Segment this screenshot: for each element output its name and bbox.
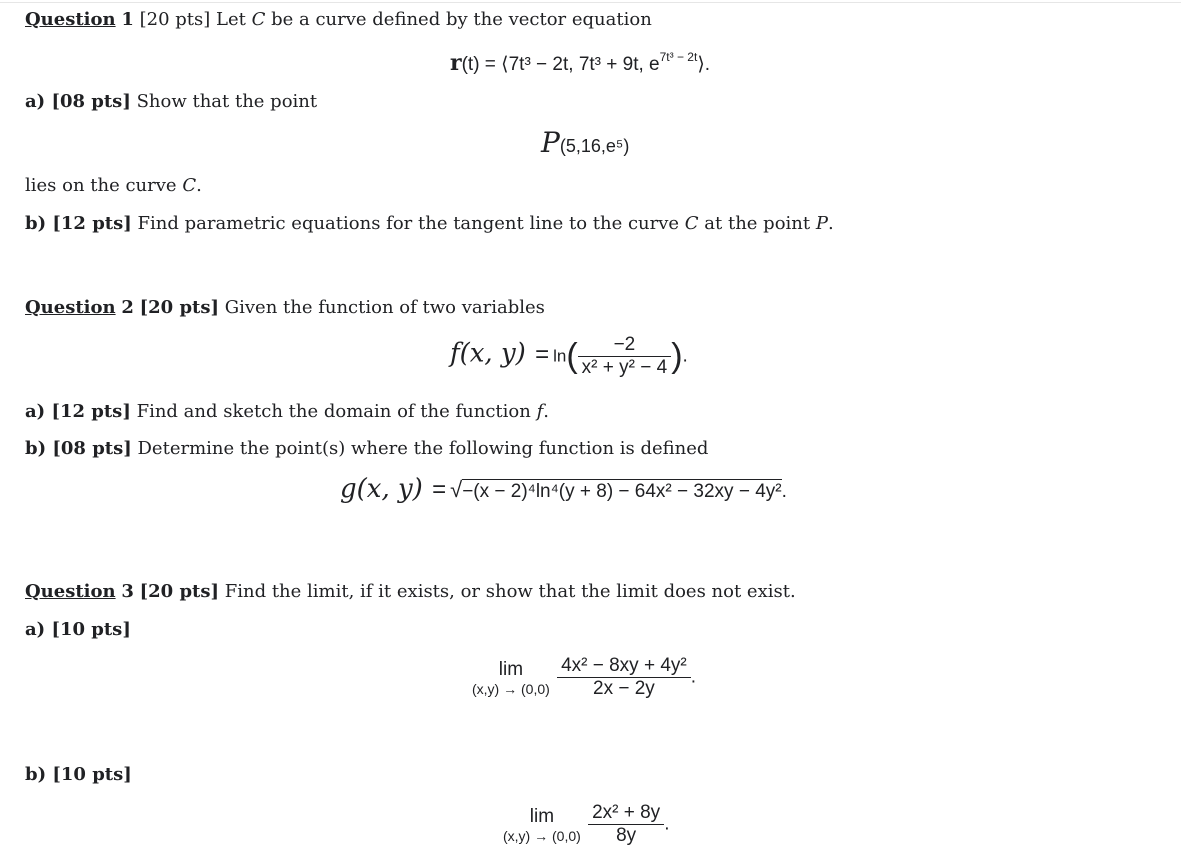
q2-function-f: f(x, y) = ln( $\frac{-2}{\text{x² + y² − 4}}$ ). <box>450 334 688 378</box>
q1-lies-line <box>25 175 202 197</box>
q1a-text: Show that the point <box>136 91 318 112</box>
q3a-denominator: 2x − 2y <box>557 677 691 700</box>
q2-number: 2 <box>121 297 134 318</box>
q1-tail: be a curve defined by the vector equation <box>271 9 652 30</box>
q1-lead: Let <box>216 9 246 30</box>
q2a-end: . <box>543 401 549 422</box>
q3a-label: a) [10 pts] <box>25 619 131 640</box>
q2b-line <box>25 438 708 460</box>
q3a-numerator: 4x² − 8xy + 4y² <box>561 655 687 676</box>
q1b-end: . <box>828 213 834 234</box>
q1b-at: at the point <box>704 213 811 234</box>
q2-f-ln: ln <box>553 346 567 366</box>
q2b-label: b) [08 pts] <box>25 438 132 459</box>
q1a-line <box>25 91 317 113</box>
q1-label: Question <box>25 9 116 30</box>
q3-lead: Find the limit, if it exists, or show that the limit does not exist. <box>224 581 796 602</box>
q2-f-equals: = <box>535 340 550 368</box>
q2-lead: Given the function of two variables <box>224 297 545 318</box>
q1-vector-equation <box>450 50 710 76</box>
q2a-line <box>25 401 549 423</box>
q3b-limit <box>503 802 669 847</box>
q2-g-equals: = <box>432 476 447 503</box>
q3b-numerator: 2x² + 8y <box>592 802 661 823</box>
q3b-end: . <box>664 813 670 835</box>
q2-f-numerator: −2 <box>613 334 636 355</box>
q2a-label: a) [12 pts] <box>25 401 131 422</box>
q2-heading <box>25 297 545 319</box>
q2-g-lhs: g(x, y) <box>340 474 423 504</box>
q1-eq-r: r <box>450 50 462 76</box>
q3-points: [20 pts] <box>139 581 219 602</box>
q1-heading <box>25 9 652 31</box>
q2a-f: f <box>536 401 544 422</box>
q1-curve-symbol: C <box>251 9 266 30</box>
q3b-denominator: 8y <box>588 824 664 847</box>
q2a-text: Find and sketch the domain of the function <box>136 401 531 422</box>
q3-number: 3 <box>121 581 134 602</box>
q1-lies-text: lies on the curve <box>25 175 177 196</box>
q3b-label: b) [10 pts] <box>25 764 132 785</box>
q1-lies-curve: C <box>182 175 197 196</box>
q3a-fraction <box>557 655 691 700</box>
q2-f-lhs: f(x, y) <box>450 338 526 369</box>
q3-heading <box>25 581 796 603</box>
q2-f-fraction <box>578 334 672 379</box>
q3b-lim-sub: (x,y) → (0,0) <box>503 827 581 844</box>
q2-label: Question <box>25 297 116 318</box>
q3-label: Question <box>25 581 116 602</box>
q3b-line <box>25 764 132 786</box>
q2-function-g: g(x, y) = √−(x − 2)⁴ln⁴(y + 8) − 64x² − 32xy − 4y². <box>340 474 787 504</box>
q1b-label: b) [12 pts] <box>25 213 132 234</box>
q3a-lim-word: lim <box>498 658 524 680</box>
q3a-lim-block <box>472 659 550 697</box>
q2b-text: Determine the point(s) where the following function is defined <box>137 438 709 459</box>
q3a-end: . <box>690 666 697 688</box>
q3a-lim-sub: (x,y) → (0,0) <box>472 680 550 697</box>
q1b-point: P <box>815 213 828 234</box>
q1-eq-body: (t) = ⟨7t³ − 2t, 7t³ + 9t, e <box>461 54 660 75</box>
q2-g-end: . <box>781 481 787 502</box>
q1-points: [20 pts] <box>139 9 211 30</box>
q1a-label: a) [08 pts] <box>25 91 131 112</box>
q2-f-end: . <box>682 345 688 367</box>
q1-point-letter: P <box>541 126 560 159</box>
q3a-limit <box>472 655 696 700</box>
q1b-curve: C <box>684 213 699 234</box>
q3b-lim-word: lim <box>529 805 555 827</box>
page-top-border <box>0 2 1181 3</box>
q1-point-coords: (5,16,e⁵) <box>559 136 630 156</box>
q3b-fraction <box>588 802 664 847</box>
q1-eq-end: ⟩. <box>697 54 711 75</box>
q3a-line <box>25 619 131 641</box>
q2-g-radicand: −(x − 2)⁴ln⁴(y + 8) − 64x² − 32xy − 4y² <box>462 481 782 502</box>
q1-eq-exponent: 7t³ − 2t <box>659 50 698 64</box>
q1-point-P <box>541 126 629 159</box>
q1-lies-end: . <box>196 175 202 196</box>
q3b-lim-block <box>503 806 581 844</box>
q1b-text: Find parametric equations for the tangent line to the curve <box>137 213 680 234</box>
q2-points: [20 pts] <box>139 297 219 318</box>
q1-number: 1 <box>121 9 134 30</box>
q1b-line <box>25 213 834 235</box>
q2-f-denominator: x² + y² − 4 <box>578 356 672 379</box>
